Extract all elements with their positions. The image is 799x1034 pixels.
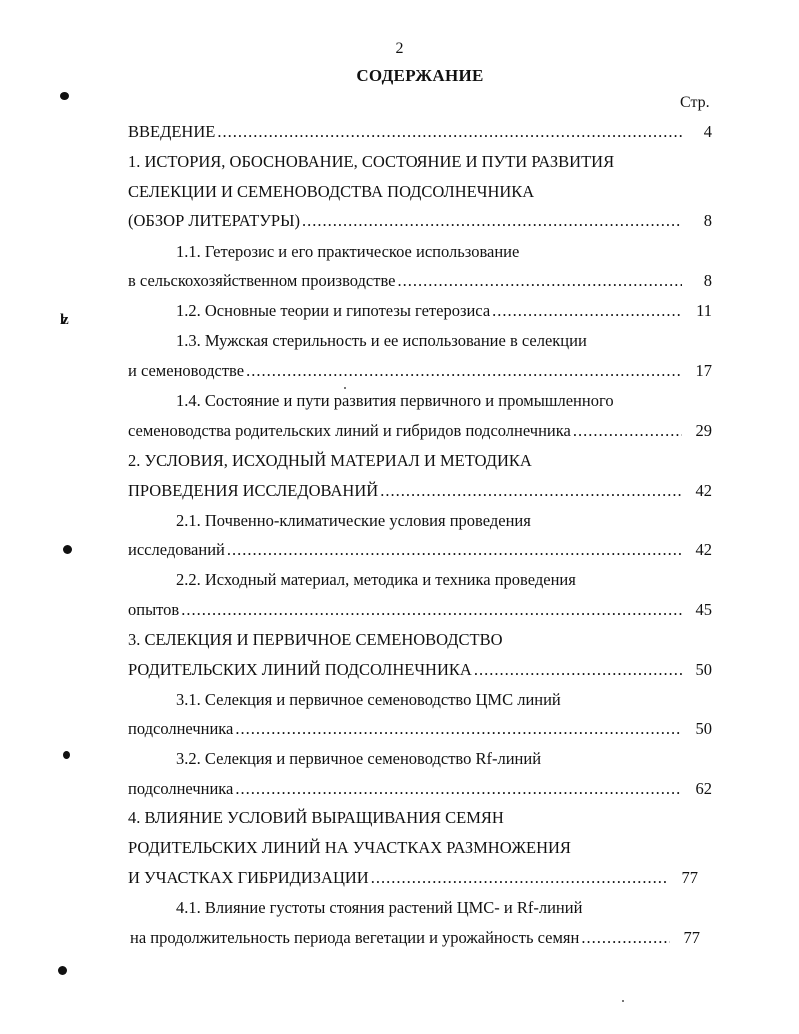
toc-entry-heading-line xyxy=(128,836,712,860)
toc-entry-text: семеноводства родительских линий и гибридов подсолнечника xyxy=(128,421,571,440)
toc-entry-text: 2.2. Исходный материал, методика и техника проведения xyxy=(176,570,576,589)
toc-entry-page: 77 xyxy=(681,868,698,887)
scan-dot xyxy=(622,1000,624,1002)
toc-entry-text: 2.1. Почвенно-климатические условия проведения xyxy=(176,511,531,530)
toc-entry xyxy=(128,299,712,323)
toc-entry-page: 8 xyxy=(703,271,712,290)
toc-subentry-line xyxy=(128,568,712,592)
page-title: СОДЕРЖАНИЕ xyxy=(356,66,484,85)
toc-leader-dots xyxy=(573,419,682,443)
toc-leader-dots xyxy=(227,538,682,562)
toc-leader-dots xyxy=(302,209,682,233)
toc-entry-page: 8 xyxy=(703,211,712,230)
toc-entry-text: 1.2. Основные теории и гипотезы гетерозиса xyxy=(176,301,491,320)
toc-entry xyxy=(128,479,712,503)
toc-entry xyxy=(128,717,712,741)
toc-leader-dots xyxy=(246,359,682,383)
toc-entry xyxy=(128,359,712,383)
toc-leader-dots xyxy=(474,658,682,682)
toc-entry-text: опытов xyxy=(128,600,180,619)
toc-entry xyxy=(130,926,700,950)
toc-leader-dots xyxy=(181,598,682,622)
toc-entry-page: 77 xyxy=(683,928,700,947)
page-column-label: Стр. xyxy=(680,94,710,111)
toc-leader-dots xyxy=(217,120,682,144)
toc-entry-page: 62 xyxy=(695,779,712,798)
toc-entry-text: 1.3. Мужская стерильность и ее использование в селекции xyxy=(176,331,587,350)
toc-entry-text: на продолжительность периода вегетации и урожайность семян xyxy=(130,928,580,947)
scan-speck xyxy=(60,92,69,100)
toc-entry-text: 3.1. Селекция и первичное семеноводство ЦМС линий xyxy=(176,690,561,709)
toc-subentry-line xyxy=(128,389,712,413)
toc-entry-text: и семеноводстве xyxy=(128,361,245,380)
toc-entry-text: 1.4. Состояние и пути развития первичного и промышленного xyxy=(176,391,614,410)
scan-speck xyxy=(63,751,70,759)
toc-entry xyxy=(128,269,712,293)
toc-entry-page: 42 xyxy=(695,481,712,500)
toc-entry-text: 3.2. Селекция и первичное семеноводство Rf-линий xyxy=(176,749,542,768)
toc-subentry-line xyxy=(128,688,712,712)
toc-entry-page: 50 xyxy=(695,719,712,738)
toc-entry-text: ПРОВЕДЕНИЯ ИССЛЕДОВАНИЙ xyxy=(128,481,379,500)
toc-entry-text: 2. УСЛОВИЯ, ИСХОДНЫЙ МАТЕРИАЛ И МЕТОДИКА xyxy=(128,451,532,470)
toc-leader-dots xyxy=(397,269,682,293)
toc-leader-dots xyxy=(235,777,682,801)
toc-entry-text: в сельскохозяйственном производстве xyxy=(128,271,396,290)
toc-entry xyxy=(128,419,712,443)
toc-entry-text: И УЧАСТКАХ ГИБРИДИЗАЦИИ xyxy=(128,868,369,887)
toc-entry-page: 11 xyxy=(696,301,712,320)
page-number: 2 xyxy=(395,40,404,57)
toc-subentry-line xyxy=(128,240,712,264)
toc-entry-page: 45 xyxy=(695,600,712,619)
toc-subentry-line xyxy=(128,896,712,920)
toc-entry-page: 17 xyxy=(695,361,712,380)
toc-entry-heading-line xyxy=(128,180,712,204)
toc-entry-page: 42 xyxy=(695,540,712,559)
toc-entry xyxy=(128,209,712,233)
scan-dot xyxy=(344,387,346,389)
scan-speck xyxy=(58,966,67,975)
toc-leader-dots xyxy=(371,866,668,890)
toc-entry-page: 29 xyxy=(695,421,712,440)
toc-entry-page: 50 xyxy=(695,660,712,679)
toc-entry-text: 4.1. Влияние густоты стояния растений ЦМС- и Rf-линий xyxy=(176,898,583,917)
toc-entry-text: РОДИТЕЛЬСКИХ ЛИНИЙ НА УЧАСТКАХ РАЗМНОЖЕНИЯ xyxy=(128,838,571,857)
toc-subentry-line xyxy=(128,747,712,771)
toc-entry-heading-line xyxy=(128,150,712,174)
toc-leader-dots xyxy=(235,717,682,741)
toc-entry xyxy=(128,598,712,622)
toc-entry xyxy=(128,777,712,801)
toc-leader-dots xyxy=(380,479,682,503)
toc-entry xyxy=(128,120,712,144)
toc-leader-dots xyxy=(581,926,670,950)
toc-subentry-line xyxy=(128,509,712,533)
toc-entry-text: (ОБЗОР ЛИТЕРАТУРЫ) xyxy=(128,211,300,230)
toc-entry-text: 1.1. Гетерозис и его практическое использование xyxy=(176,242,520,261)
scan-speck xyxy=(63,545,72,554)
toc-entry xyxy=(128,866,698,890)
toc-entry xyxy=(128,658,712,682)
toc-subentry-line xyxy=(128,329,712,353)
toc-entry-text: 3. СЕЛЕКЦИЯ И ПЕРВИЧНОЕ СЕМЕНОВОДСТВО xyxy=(128,630,503,649)
scan-mark: ʫ xyxy=(60,312,69,328)
toc-leader-dots xyxy=(492,299,682,323)
toc-entry-page: 4 xyxy=(703,122,712,141)
toc-entry-text: подсолнечника xyxy=(128,779,234,798)
toc-entry-text: СЕЛЕКЦИИ И СЕМЕНОВОДСТВА ПОДСОЛНЕЧНИКА xyxy=(128,182,535,201)
toc-entry-text: 4. ВЛИЯНИЕ УСЛОВИЙ ВЫРАЩИВАНИЯ СЕМЯН xyxy=(128,808,504,827)
toc-entry-text: РОДИТЕЛЬСКИХ ЛИНИЙ ПОДСОЛНЕЧНИКА xyxy=(128,660,472,679)
toc-entry xyxy=(128,538,712,562)
toc-entry-text: ВВЕДЕНИЕ xyxy=(128,122,216,141)
toc-entry-heading-line xyxy=(128,806,712,830)
toc-entry-text: подсолнечника xyxy=(128,719,234,738)
toc-entry-heading-line xyxy=(128,449,712,473)
toc-entry-text: 1. ИСТОРИЯ, ОБОСНОВАНИЕ, СОСТОЯНИЕ И ПУТИ РАЗВИТИЯ xyxy=(128,152,615,171)
toc-entry-heading-line xyxy=(128,628,712,652)
toc-entry-text: исследований xyxy=(128,540,225,559)
